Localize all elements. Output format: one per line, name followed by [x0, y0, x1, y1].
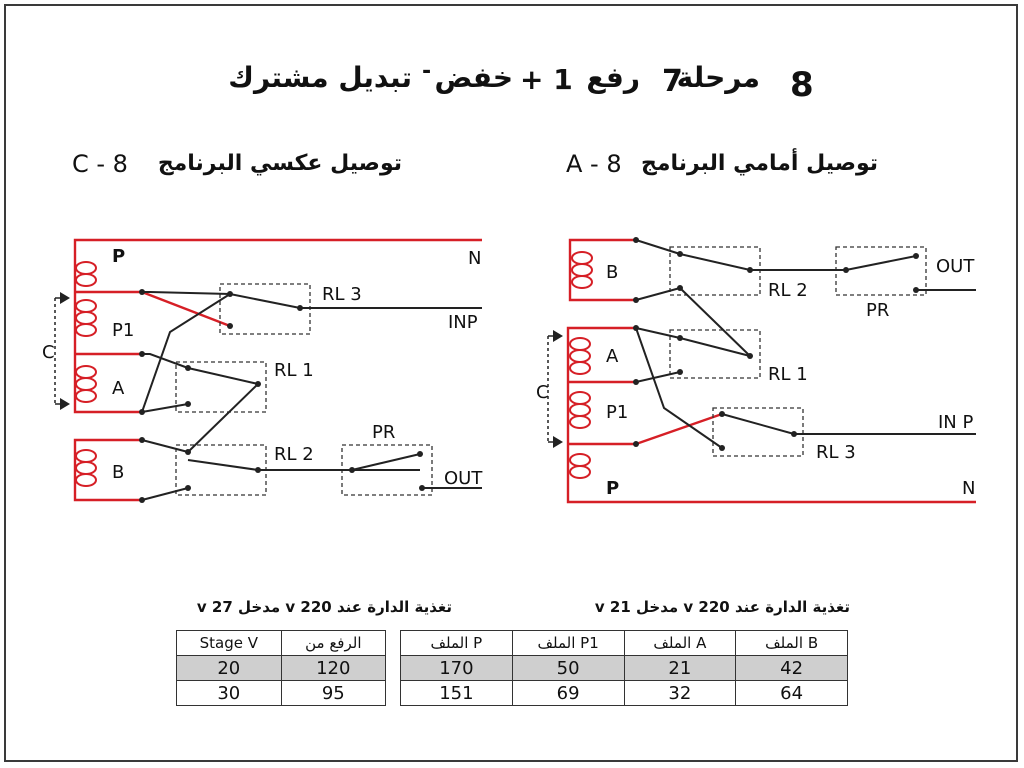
left-heading: توصيل عكسي البرنامج	[157, 151, 402, 176]
left-circuit	[42, 240, 483, 503]
right-label-n: N	[962, 478, 976, 499]
table-cell: 170	[401, 656, 513, 681]
table-cell: 95	[281, 681, 385, 706]
table-cell: 69	[512, 681, 624, 706]
left-label-p: P	[112, 246, 126, 267]
left-coil-b-winding	[75, 440, 142, 500]
right-rl1-box	[670, 330, 760, 378]
left-label-pr: PR	[372, 422, 396, 443]
title-stage-count: 7	[662, 64, 683, 99]
left-label-inp: INP	[448, 312, 478, 333]
right-heading-code: A - 8	[566, 150, 622, 178]
right-label-out: OUT	[936, 256, 975, 277]
left-table-caption: تغذية الدارة عند 220 v مدخل 27 v	[196, 598, 452, 616]
right-label-a: A	[606, 346, 619, 367]
right-heading: توصيل أمامي البرنامج	[640, 151, 878, 176]
right-label-rl1: RL 1	[768, 364, 808, 385]
right-label-p: P	[606, 478, 620, 499]
table-cell: 42	[736, 656, 848, 681]
left-label-b: B	[112, 462, 125, 483]
left-rl3-box	[220, 284, 310, 334]
title-number: 8	[790, 65, 814, 105]
table-row	[401, 681, 848, 706]
right-coil-b	[572, 252, 592, 288]
title-stage-word: مرحلة	[676, 61, 760, 94]
right-label-c: C	[536, 382, 549, 403]
title-lower-word: خفض	[434, 61, 513, 94]
left-label-out: OUT	[444, 468, 483, 489]
left-label-p1: P1	[112, 320, 135, 341]
left-table	[176, 630, 386, 706]
left-label-rl2: RL 2	[274, 444, 314, 465]
table-cell: 151	[401, 681, 513, 706]
left-main-winding	[75, 240, 482, 412]
right-label-inp: IN P	[938, 412, 974, 433]
title-raise-word: رفع	[586, 61, 640, 94]
right-table-header: الملف P	[401, 631, 513, 656]
title-dash: -	[422, 59, 432, 84]
right-table-header: الملف A	[624, 631, 736, 656]
table-cell: 20	[177, 656, 282, 681]
left-coil-b	[76, 450, 96, 486]
right-table	[400, 630, 848, 706]
table-row	[401, 656, 848, 681]
table-cell: 30	[177, 681, 282, 706]
main-title	[228, 59, 813, 105]
table-cell: 32	[624, 681, 736, 706]
table-row	[177, 656, 386, 681]
title-plus-one: + 1	[520, 63, 573, 96]
right-label-rl2: RL 2	[768, 280, 808, 301]
right-circuit	[536, 237, 976, 502]
right-label-pr: PR	[866, 300, 890, 321]
right-table-header: الملف P1	[512, 631, 624, 656]
left-label-c: C	[42, 342, 55, 363]
left-table-header: الرفع من	[281, 631, 385, 656]
table-cell: 21	[624, 656, 736, 681]
left-heading-code: C - 8	[72, 150, 128, 178]
left-label-rl1: RL 1	[274, 360, 314, 381]
table-cell: 120	[281, 656, 385, 681]
table-row	[177, 681, 386, 706]
right-main-winding	[568, 328, 976, 502]
table-cell: 64	[736, 681, 848, 706]
right-label-rl3: RL 3	[816, 442, 856, 463]
right-label-p1: P1	[606, 402, 629, 423]
left-coil-p1	[76, 262, 96, 402]
left-label-n: N	[468, 248, 482, 269]
right-coil-a-p1	[570, 338, 590, 478]
right-table-caption: تغذية الدارة عند 220 v مدخل 21 v	[594, 598, 850, 616]
title-common-change: تبديل مشترك	[228, 61, 412, 94]
right-label-b: B	[606, 262, 619, 283]
right-pr-box	[836, 247, 926, 295]
left-label-a: A	[112, 378, 125, 399]
left-table-header: Stage V	[177, 631, 282, 656]
table-cell: 50	[512, 656, 624, 681]
right-table-header: الملف B	[736, 631, 848, 656]
left-label-rl3: RL 3	[322, 284, 362, 305]
right-coil-b-winding	[570, 240, 636, 300]
